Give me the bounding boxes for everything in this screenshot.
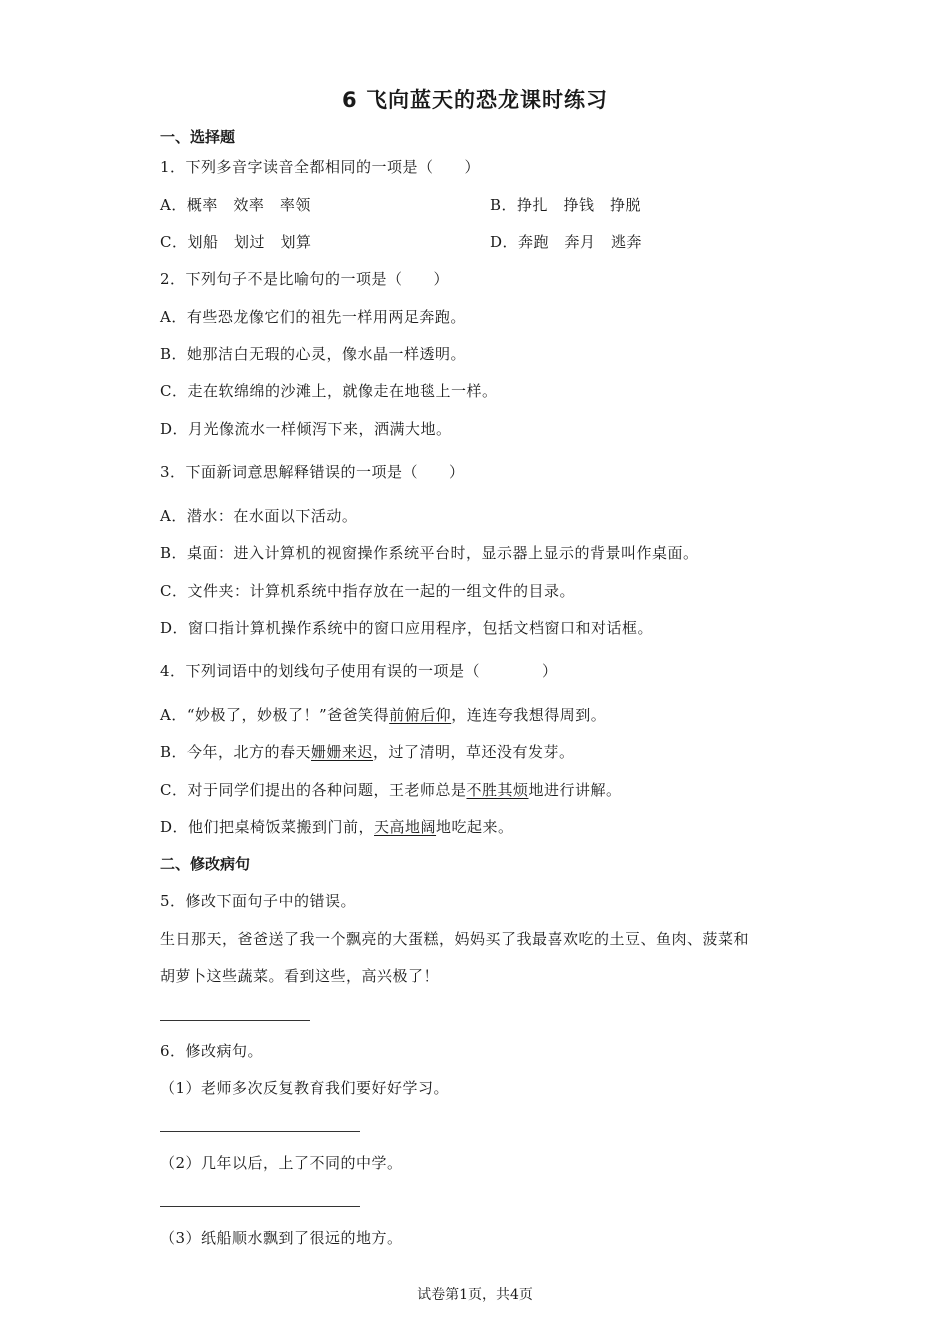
question-3-stem: 3．下面新词意思解释错误的一项是（ ）: [160, 463, 465, 481]
question-1-stem: 1．下列多音字读音全都相同的一项是（ ）: [160, 158, 481, 176]
question-5-answer-line[interactable]: [160, 1020, 310, 1021]
question-6-sentence-2: （2）几年以后，上了不同的中学。: [160, 1154, 403, 1172]
question-4-stem: 4．下列词语中的划线句子使用有误的一项是（ ）: [160, 662, 558, 680]
question-1-option-c: C．划船 划过 划算: [160, 233, 312, 251]
option-a-text-before: A．“妙极了，妙极了！”爸爸笑得: [160, 706, 390, 724]
question-4-option-a: [160, 704, 606, 725]
question-2-option-d: D．月光像流水一样倾泻下来，洒满大地。: [160, 420, 452, 438]
question-4-option-d: [160, 816, 514, 837]
question-2-option-a: A．有些恐龙像它们的祖先一样用两足奔跑。: [160, 308, 466, 326]
question-6-2-answer-line[interactable]: [160, 1206, 360, 1207]
option-b-text-before: B．今年，北方的春天: [160, 743, 312, 761]
option-d-underlined-phrase: 天高地阔: [374, 818, 437, 836]
page-footer: 试卷第1页，共4页: [417, 1287, 533, 1303]
page-title: 6 飞向蓝天的恐龙课时练习: [342, 88, 608, 112]
question-6-sentence-3: （3）纸船顺水飘到了很远的地方。: [160, 1229, 403, 1247]
section-heading-correction: 二、修改病句: [160, 855, 251, 873]
question-5-sentence-line-1: 生日那天，爸爸送了我一个飘亮的大蛋糕，妈妈买了我最喜欢吃的土豆、鱼肉、菠菜和: [160, 930, 750, 948]
question-2-option-c: C．走在软绵绵的沙滩上，就像走在地毯上一样。: [160, 382, 498, 400]
option-a-text-after: ，连连夸我想得周到。: [451, 706, 607, 724]
option-a-underlined-phrase: 前俯后仰: [389, 706, 452, 724]
option-b-underlined-phrase: 姗姗来迟: [311, 743, 374, 761]
question-4-option-c: [160, 779, 622, 800]
option-d-text-after: 地吃起来。: [436, 818, 514, 836]
question-1-option-d: D．奔跑 奔月 逃奔: [490, 233, 643, 251]
question-5-stem: 5．修改下面句子中的错误。: [160, 892, 357, 910]
option-c-text-before: C．对于同学们提出的各种问题，王老师总是: [160, 781, 467, 799]
question-4-option-b: [160, 741, 575, 762]
question-1-option-b: B．挣扎 挣钱 挣脱: [490, 196, 642, 214]
option-d-text-before: D．他们把桌椅饭菜搬到门前，: [160, 818, 375, 836]
question-6-stem: 6．修改病句。: [160, 1042, 264, 1060]
section-heading-choice: 一、选择题: [160, 128, 236, 146]
question-1-option-a: A．概率 效率 率领: [160, 196, 311, 214]
option-c-underlined-phrase: 不胜其烦: [466, 781, 529, 799]
question-3-option-a: A．潜水：在水面以下活动。: [160, 507, 358, 525]
question-3-option-c: C．文件夹：计算机系统中指存放在一起的一组文件的目录。: [160, 582, 575, 600]
option-b-text-after: ，过了清明，草还没有发芽。: [373, 743, 575, 761]
question-3-option-d: D．窗口指计算机操作系统中的窗口应用程序，包括文档窗口和对话框。: [160, 619, 654, 637]
question-3-option-b: B．桌面：进入计算机的视窗操作系统平台时，显示器上显示的背景叫作桌面。: [160, 544, 699, 562]
question-2-stem: 2．下列句子不是比喻句的一项是（ ）: [160, 270, 450, 288]
question-6-sentence-1: （1）老师多次反复教育我们要好好学习。: [160, 1079, 450, 1097]
option-c-text-after: 地进行讲解。: [528, 781, 622, 799]
question-2-option-b: B．她那洁白无瑕的心灵，像水晶一样透明。: [160, 345, 467, 363]
question-5-sentence-line-2: 胡萝卜这些蔬菜。看到这些，高兴极了！: [160, 967, 440, 985]
question-6-1-answer-line[interactable]: [160, 1131, 360, 1132]
